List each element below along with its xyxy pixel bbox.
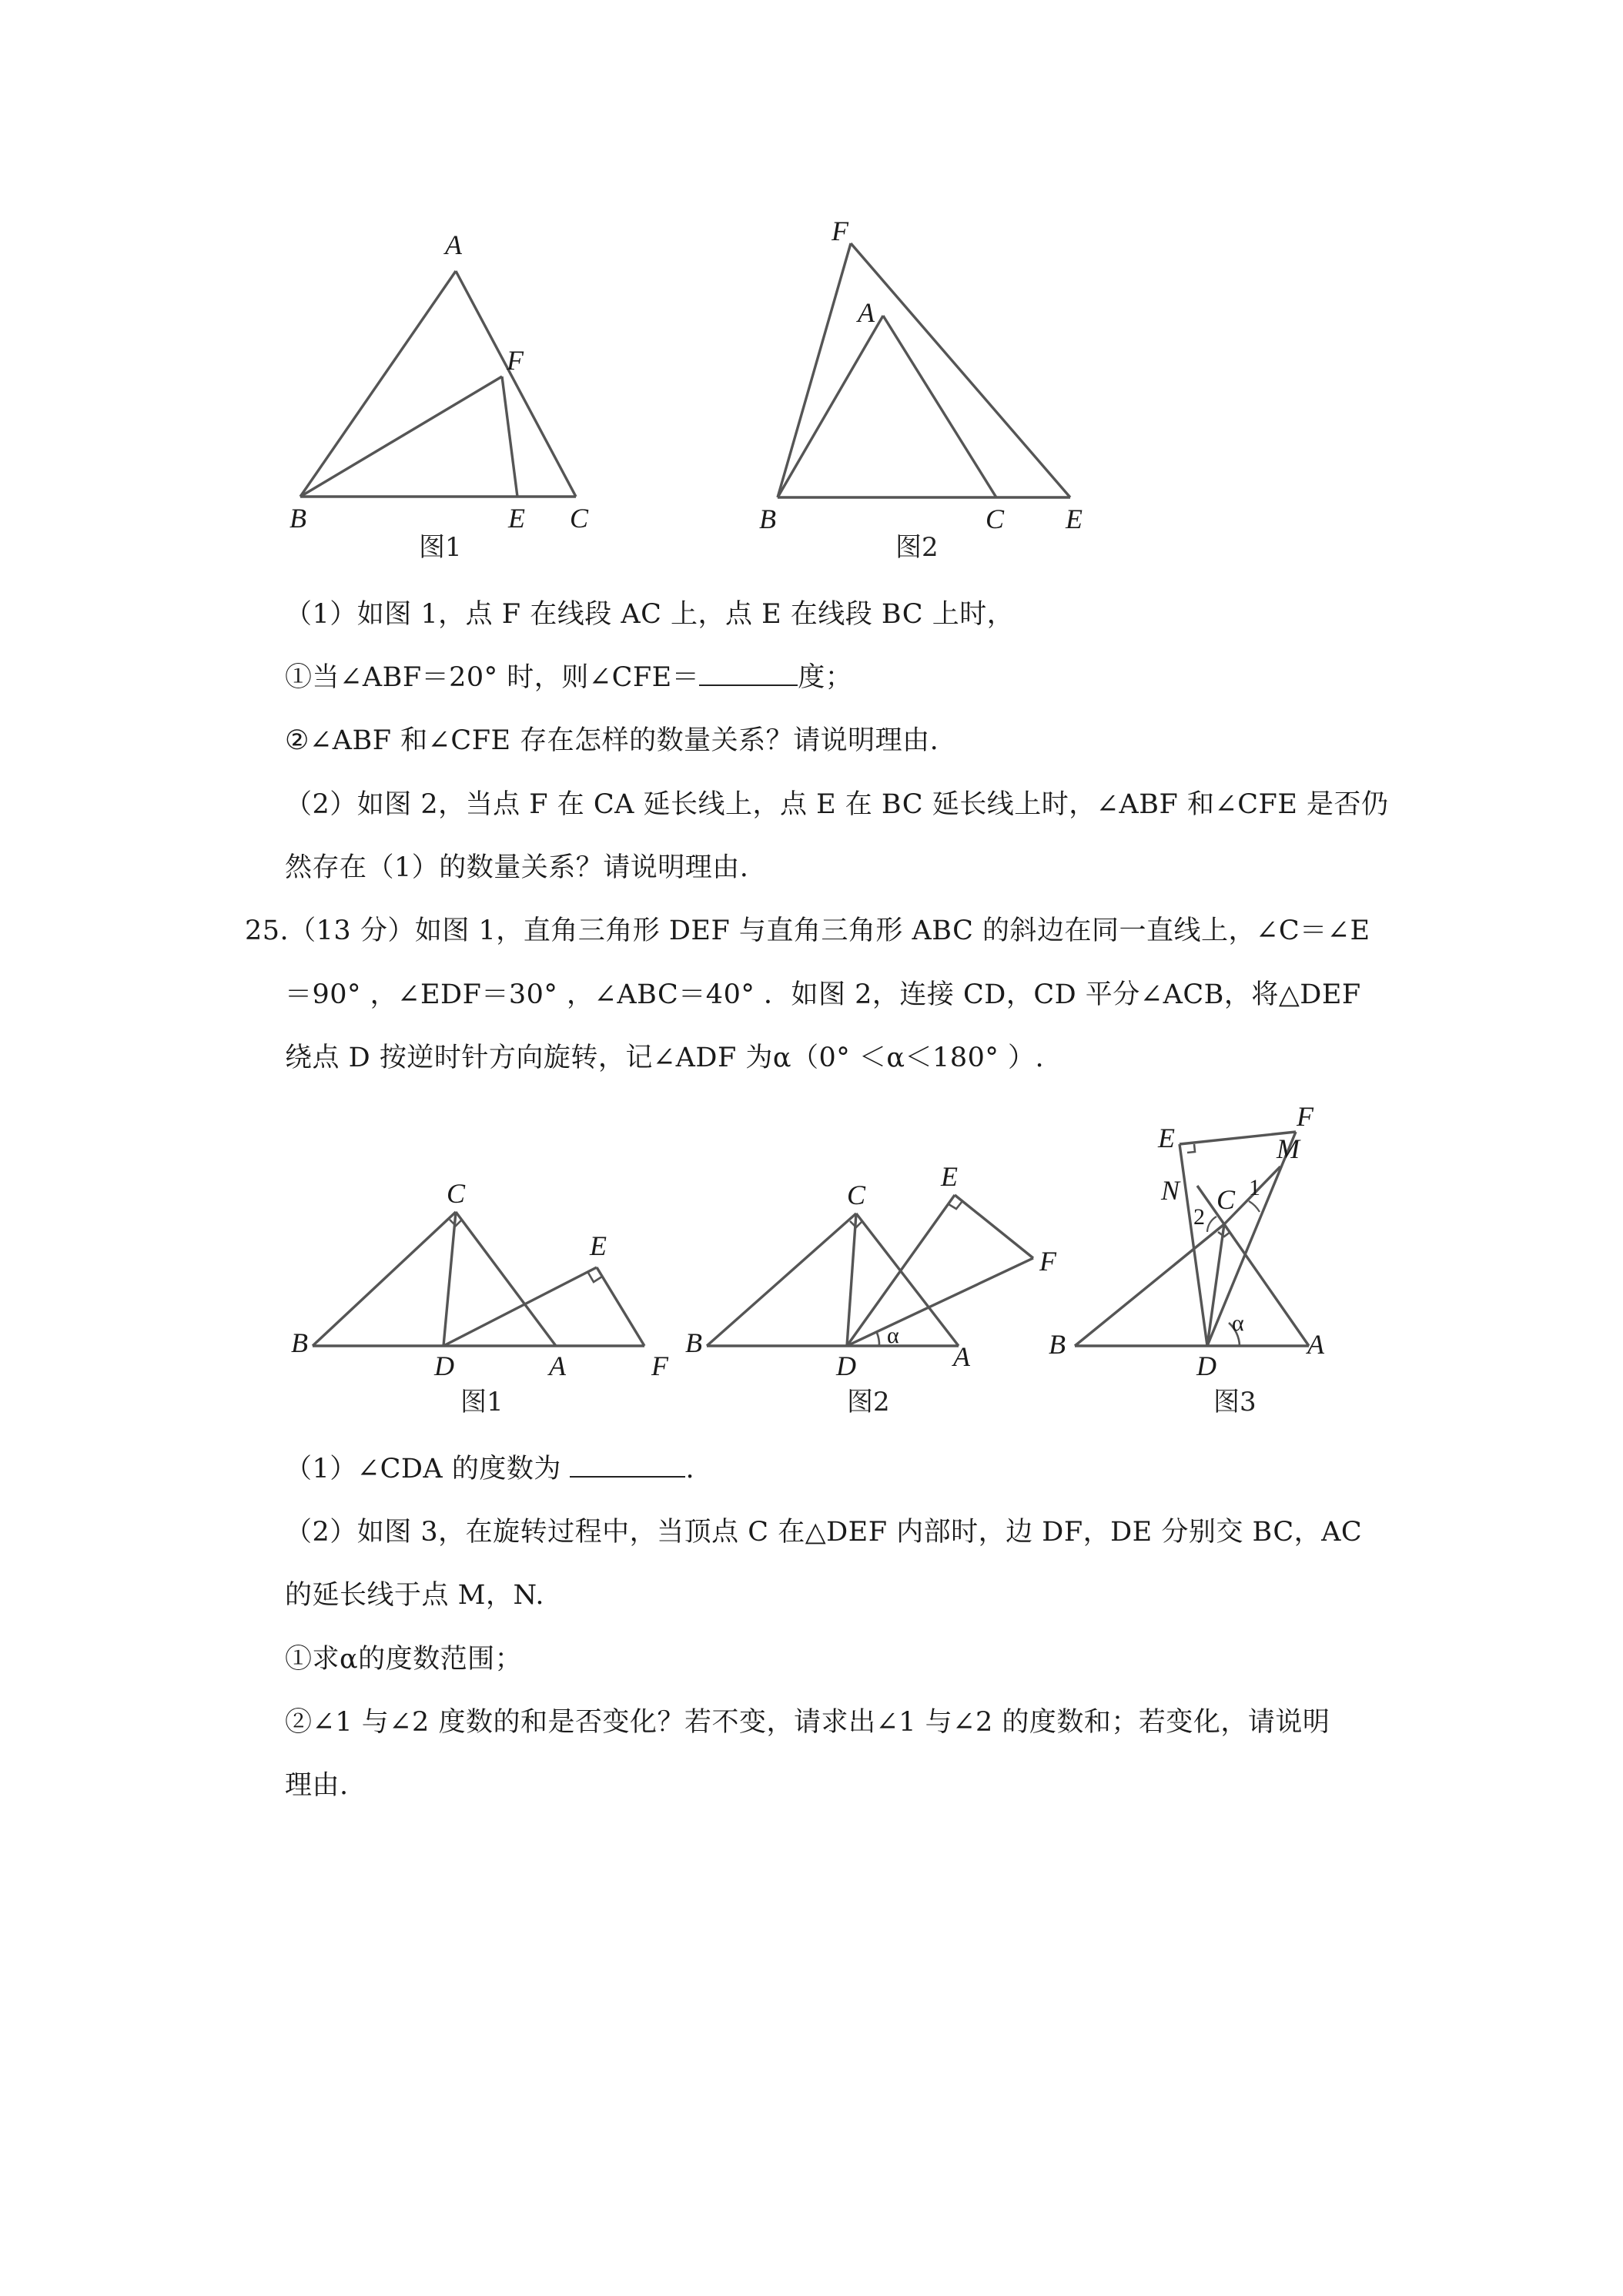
label-B: B (289, 503, 306, 534)
label-E: E (941, 1161, 958, 1192)
q25-part2-cont: 的延长线于点 M，N. (285, 1580, 544, 1611)
label-M: M (1277, 1133, 1300, 1164)
label-D: D (836, 1350, 856, 1381)
q25-part2-sub1: ①求α的度数范围； (285, 1644, 523, 1675)
label-F: F (1039, 1246, 1056, 1277)
label-B: B (759, 504, 776, 534)
label-N: N (1161, 1175, 1180, 1206)
q24-fig1-caption: 图1 (419, 532, 462, 563)
label-D: D (434, 1350, 454, 1381)
q24-figure-1 (285, 223, 624, 562)
label-C: C (986, 504, 1005, 534)
answer-blank[interactable] (570, 1470, 685, 1478)
label-B: B (1049, 1329, 1066, 1360)
label-2: 2 (1193, 1204, 1205, 1230)
label-E: E (508, 503, 525, 534)
q25-stem-2: ＝90° ，∠EDF＝30° ，∠ABC＝40° ．如图 2，连接 CD，CD 平分∠ACB，将△DEF (285, 979, 1361, 1010)
label-1: 1 (1249, 1175, 1260, 1200)
label-F: F (651, 1350, 668, 1381)
q25-part2: （2）如图 3，在旋转过程中，当顶点 C 在△DEF 内部时，边 DF，DE 分别交 BC，AC (285, 1517, 1363, 1548)
label-A: A (549, 1350, 566, 1381)
label-F: F (1297, 1101, 1313, 1132)
label-B: B (291, 1327, 308, 1358)
label-C: C (570, 503, 589, 534)
label-D: D (1196, 1350, 1216, 1381)
q25-stem-3: 绕点 D 按逆时针方向旋转，记∠ADF 为α（0° ＜α＜180° ）. (285, 1043, 1045, 1073)
q24-part2-cont: 然存在（1）的数量关系？请说明理由. (285, 852, 749, 883)
q25-part1: （1）∠CDA 的度数为 . (285, 1454, 695, 1484)
q25-fig2-caption: 图2 (847, 1387, 890, 1417)
label-A: A (445, 229, 462, 260)
q24-part1-sub1: ①当∠ABF＝20° 时，则∠CFE＝ 度； (285, 662, 853, 693)
label-E: E (590, 1230, 607, 1261)
q25-fig1-caption: 图1 (460, 1387, 504, 1417)
q24-part2: （2）如图 2，当点 F 在 CA 延长线上，点 E 在 BC 延长线上时，∠ABF 和∠CFE 是否仍 (285, 789, 1389, 820)
label-A: A (858, 297, 875, 328)
q24-part1: （1）如图 1，点 F 在线段 AC 上，点 E 在线段 BC 上时， (285, 599, 1015, 630)
label-E: E (1158, 1123, 1175, 1153)
label-alpha: α (1232, 1310, 1244, 1336)
label-B: B (685, 1327, 702, 1358)
q25-stem-1: 25.（13 分）如图 1，直角三角形 DEF 与直角三角形 ABC 的斜边在同一直线上，∠C＝∠E (245, 915, 1370, 946)
q25-fig3-caption: 图3 (1213, 1387, 1257, 1417)
label-F: F (507, 345, 524, 376)
label-F: F (832, 216, 848, 246)
q25-part2-sub2-cont: 理由. (285, 1770, 349, 1801)
label-E: E (1066, 504, 1083, 534)
q25-part2-sub2: ②∠1 与∠2 度数的和是否变化？若不变，请求出∠1 与∠2 的度数和；若变化，请说明 (285, 1707, 1330, 1738)
q25-figure-3 (1047, 1101, 1417, 1386)
q25-figure-1 (285, 1178, 685, 1381)
answer-blank[interactable] (699, 678, 798, 686)
label-A: A (1307, 1329, 1324, 1360)
q24-part1-sub2: ②∠ABF 和∠CFE 存在怎样的数量关系？请说明理由. (285, 725, 939, 756)
q25-figure-2 (685, 1163, 1070, 1386)
label-C: C (1216, 1184, 1236, 1215)
label-alpha: α (887, 1323, 899, 1348)
label-C: C (447, 1178, 466, 1209)
label-A: A (953, 1341, 970, 1372)
q24-fig2-caption: 图2 (895, 532, 939, 563)
q24-figure-2 (747, 216, 1116, 570)
label-C: C (847, 1180, 866, 1210)
